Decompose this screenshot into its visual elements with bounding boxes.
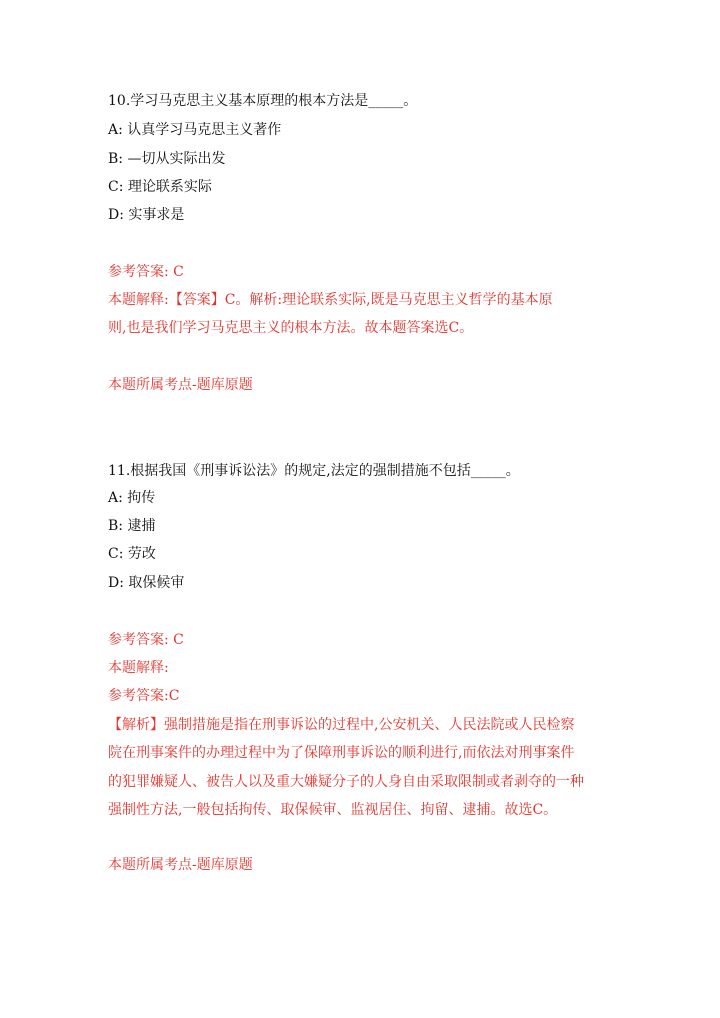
question-11-explanation-line-1: 【解析】强制措施是指在刑事诉讼的过程中,公安机关、人民法院或人民检察 xyxy=(108,717,575,733)
question-11-explanation-label: 本题解释: xyxy=(108,660,169,676)
question-10-option-a: A: 认真学习马克思主义著作 xyxy=(108,122,282,138)
question-11-option-a: A: 拘传 xyxy=(108,490,156,506)
question-11-explanation-line-2: 院在刑事案件的办理过程中为了保障刑事诉讼的顺利进行,而依法对刑事案件 xyxy=(108,745,575,761)
question-11-text: 11.根据我国《刑事诉讼法》的规定,法定的强制措施不包括_____。 xyxy=(108,463,520,479)
question-10-explanation-line-2: 则,也是我们学习马克思主义的根本方法。故本题答案选C。 xyxy=(108,320,474,336)
question-11-explanation-line-4: 强制性方法,一般包括拘传、取保候审、监视居住、拘留、逮捕。故选C。 xyxy=(108,802,558,818)
question-11-option-b: B: 逮捕 xyxy=(108,518,156,534)
question-11-option-c: C: 劳改 xyxy=(108,546,156,562)
question-11-explanation-line-3: 的犯罪嫌疑人、被告人以及重大嫌疑分子的人身自由采取限制或者剥夺的一种 xyxy=(108,774,584,790)
question-11-option-d: D: 取保候审 xyxy=(108,575,185,591)
question-10-option-d: D: 实事求是 xyxy=(108,207,185,223)
question-10-answer: 参考答案: C xyxy=(108,264,184,280)
question-11-category: 本题所属考点-题库原题 xyxy=(108,857,253,873)
question-10-option-b: B: —切从实际出发 xyxy=(108,151,226,167)
question-10-category: 本题所属考点-题库原题 xyxy=(108,377,253,393)
question-11-answer: 参考答案: C xyxy=(108,632,184,648)
question-11-answer-repeat: 参考答案:C xyxy=(108,688,180,704)
question-10-text: 10.学习马克思主义基本原理的根本方法是_____。 xyxy=(108,93,418,109)
question-10-option-c: C: 理论联系实际 xyxy=(108,179,212,195)
question-10-explanation-line-1: 本题解释:【答案】C。解析:理论联系实际,既是马克思主义哲学的基本原 xyxy=(108,292,553,308)
